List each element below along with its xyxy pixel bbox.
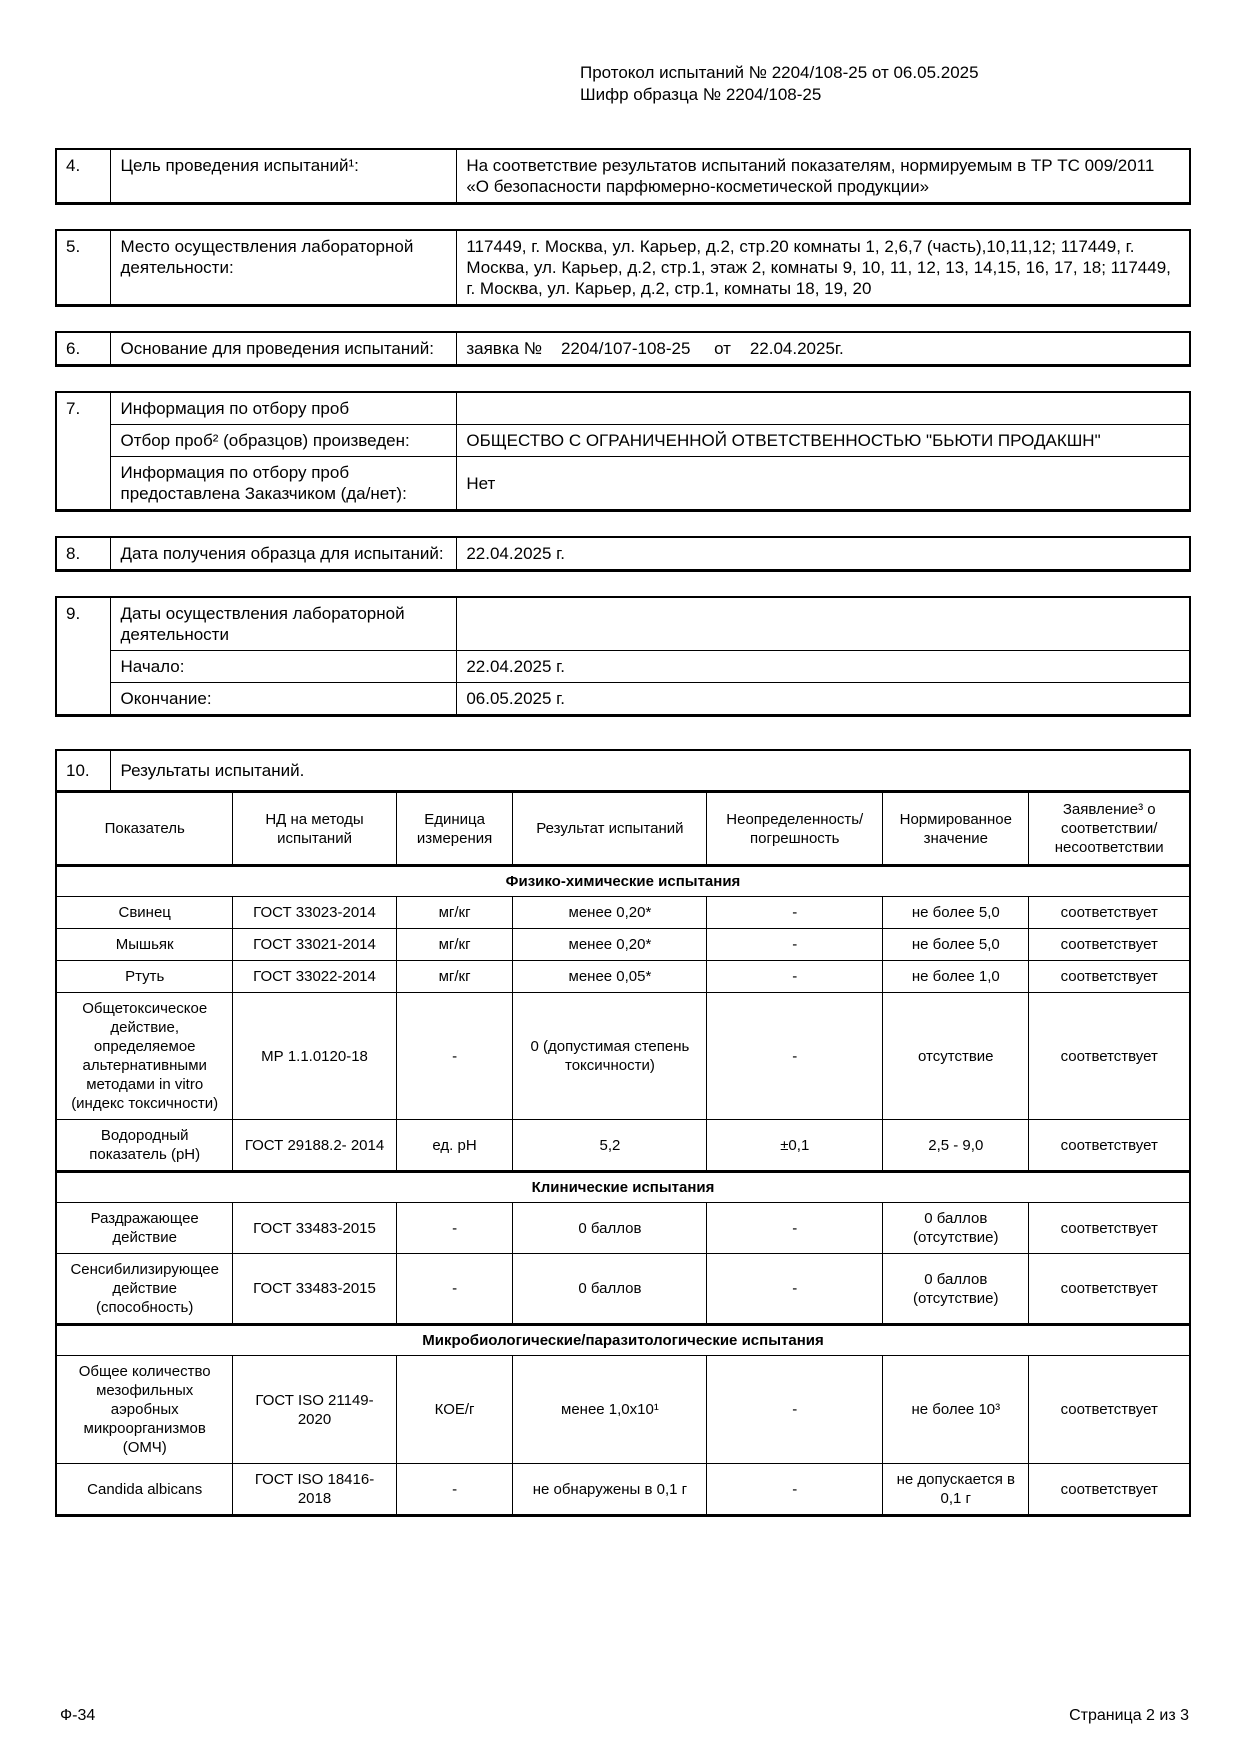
section-9-end-label: Окончание: [111, 683, 457, 716]
section-5-number: 5. [56, 230, 111, 306]
sample-code-line: Шифр образца № 2204/108-25 [580, 85, 822, 104]
result-cell: Свинец [56, 897, 233, 929]
section-10-title: Результаты испытаний. [111, 750, 1190, 791]
section-8-table [55, 536, 1191, 572]
result-cell: Сенсибилизирующее действие (способность) [56, 1254, 233, 1325]
result-cell: - [707, 1203, 883, 1254]
result-row [56, 1254, 1190, 1325]
section-4-number: 4. [56, 149, 111, 204]
result-row [56, 1120, 1190, 1172]
result-cell: 0 баллов [513, 1203, 707, 1254]
result-cell: ГОСТ 33021-2014 [233, 929, 396, 961]
table-row [56, 750, 1190, 791]
result-cell: - [707, 897, 883, 929]
result-cell: КОЕ/г [396, 1356, 513, 1464]
section-6-number: 6. [56, 332, 111, 366]
result-cell: 0 баллов (отсутствие) [883, 1203, 1029, 1254]
result-cell: менее 0,05* [513, 961, 707, 993]
document-header [580, 62, 1191, 106]
result-cell: - [396, 1254, 513, 1325]
section-5-label: Место осуществления лабораторной деятельности: [111, 230, 457, 306]
col-header-method: НД на методы испытаний [233, 792, 396, 866]
result-cell: мг/кг [396, 929, 513, 961]
section-9-number: 9. [56, 597, 111, 716]
col-header-uncertainty: Неопределенность/ погрешность [707, 792, 883, 866]
result-cell: Ртуть [56, 961, 233, 993]
result-cell: не более 5,0 [883, 897, 1029, 929]
result-cell: соответствует [1029, 897, 1190, 929]
result-cell: менее 0,20* [513, 929, 707, 961]
result-cell: не обнаружены в 0,1 г [513, 1464, 707, 1516]
test-group-row [56, 1325, 1190, 1356]
result-cell: мг/кг [396, 897, 513, 929]
result-cell: - [396, 993, 513, 1120]
test-group-row [56, 866, 1190, 897]
result-row [56, 897, 1190, 929]
result-cell: ГОСТ ISO 21149- 2020 [233, 1356, 396, 1464]
result-cell: 0 (допустимая степень токсичности) [513, 993, 707, 1120]
col-header-parameter: Показатель [56, 792, 233, 866]
table-row [56, 683, 1190, 716]
result-row [56, 993, 1190, 1120]
result-cell: - [707, 1464, 883, 1516]
result-cell: Водородный показатель (pH) [56, 1120, 233, 1172]
section-7-row2-value: ОБЩЕСТВО С ОГРАНИЧЕННОЙ ОТВЕТСТВЕННОСТЬЮ "БЬЮТИ ПРОДАКШН" [457, 425, 1190, 457]
result-cell: ±0,1 [707, 1120, 883, 1172]
section-7-row2-label: Отбор проб² (образцов) произведен: [111, 425, 457, 457]
result-cell: менее 1,0x10¹ [513, 1356, 707, 1464]
section-9-start-value: 22.04.2025 г. [457, 651, 1190, 683]
section-9-end-value: 06.05.2025 г. [457, 683, 1190, 716]
result-cell: - [396, 1203, 513, 1254]
col-header-unit: Единица измерения [396, 792, 513, 866]
result-cell: - [707, 1254, 883, 1325]
result-row [56, 929, 1190, 961]
section-6-value: заявка № 2204/107-108-25 от 22.04.2025г. [457, 332, 1190, 366]
result-cell: не более 5,0 [883, 929, 1029, 961]
col-header-conformity: Заявление³ о соответствии/ несоответствии [1029, 792, 1190, 866]
result-cell: соответствует [1029, 993, 1190, 1120]
section-9-title: Даты осуществления лабораторной деятельности [111, 597, 457, 651]
result-cell: 0 баллов [513, 1254, 707, 1325]
form-code: Ф-34 [60, 1707, 96, 1724]
result-cell: Общетоксическое действие, определяемое альтернативными методами in vitro (индекс токсичности) [56, 993, 233, 1120]
section-7-table [55, 391, 1191, 512]
section-9-title-value [457, 597, 1190, 651]
result-cell: ГОСТ 29188.2- 2014 [233, 1120, 396, 1172]
table-row [56, 457, 1190, 511]
page-number: Страница 2 из 3 [1069, 1707, 1189, 1724]
result-cell: ГОСТ 33023-2014 [233, 897, 396, 929]
result-cell: ГОСТ 33022-2014 [233, 961, 396, 993]
result-cell: Раздражающее действие [56, 1203, 233, 1254]
section-5-table [55, 229, 1191, 307]
test-group-header: Микробиологические/паразитологические испытания [56, 1325, 1190, 1356]
result-row [56, 1464, 1190, 1516]
table-row [56, 392, 1190, 425]
result-cell: мг/кг [396, 961, 513, 993]
table-row [56, 230, 1190, 306]
section-8-label: Дата получения образца для испытаний: [111, 537, 457, 571]
result-cell: ед. pH [396, 1120, 513, 1172]
table-row [56, 425, 1190, 457]
result-cell: ГОСТ 33483-2015 [233, 1203, 396, 1254]
section-8-value: 22.04.2025 г. [457, 537, 1190, 571]
section-10-title-table [55, 749, 1191, 791]
result-cell: отсутствие [883, 993, 1029, 1120]
section-7-row3-value: Нет [457, 457, 1190, 511]
result-cell: соответствует [1029, 1356, 1190, 1464]
result-cell: соответствует [1029, 1203, 1190, 1254]
test-group-row [56, 1172, 1190, 1203]
result-cell: не более 10³ [883, 1356, 1029, 1464]
section-7-row1-value [457, 392, 1190, 425]
col-header-norm: Нормированное значение [883, 792, 1029, 866]
section-4-value: На соответствие результатов испытаний показателям, нормируемым в ТР ТС 009/2011 «О безопасности парфюмерно-косметической продукции» [457, 149, 1190, 204]
test-group-header: Клинические испытания [56, 1172, 1190, 1203]
result-row [56, 1356, 1190, 1464]
section-9-table [55, 596, 1191, 717]
section-7-row3-label: Информация по отбору проб предоставлена Заказчиком (да/нет): [111, 457, 457, 511]
protocol-number-line: Протокол испытаний № 2204/108-25 от 06.05.2025 [580, 63, 979, 82]
result-cell: - [707, 993, 883, 1120]
test-group-header: Физико-химические испытания [56, 866, 1190, 897]
results-table [55, 791, 1191, 1517]
result-cell: Мышьяк [56, 929, 233, 961]
table-row [56, 597, 1190, 651]
result-cell: МР 1.1.0120-18 [233, 993, 396, 1120]
table-row [56, 149, 1190, 204]
result-cell: - [707, 929, 883, 961]
result-cell: соответствует [1029, 929, 1190, 961]
result-cell: не допускается в 0,1 г [883, 1464, 1029, 1516]
section-7-row1-label: Информация по отбору проб [111, 392, 457, 425]
section-8-number: 8. [56, 537, 111, 571]
result-cell: 0 баллов (отсутствие) [883, 1254, 1029, 1325]
result-row [56, 1203, 1190, 1254]
result-cell: соответствует [1029, 961, 1190, 993]
result-cell: - [707, 1356, 883, 1464]
result-cell: не более 1,0 [883, 961, 1029, 993]
result-cell: - [707, 961, 883, 993]
section-9-start-label: Начало: [111, 651, 457, 683]
result-cell: соответствует [1029, 1464, 1190, 1516]
result-cell: Candida albicans [56, 1464, 233, 1516]
result-cell: соответствует [1029, 1254, 1190, 1325]
result-cell: соответствует [1029, 1120, 1190, 1172]
col-header-result: Результат испытаний [513, 792, 707, 866]
result-cell: - [396, 1464, 513, 1516]
section-6-label: Основание для проведения испытаний: [111, 332, 457, 366]
table-row [56, 332, 1190, 366]
section-5-value: 117449, г. Москва, ул. Карьер, д.2, стр.20 комнаты 1, 2,6,7 (часть),10,11,12; 117449, г. Москва, ул. Карьер, д.2, стр.1, этаж 2, комнаты 9, 10, 11, 12, 13, 14,15, 16, 17, 18; 117449, г. Москва, ул. Карьер, д.2, стр.1, комнаты 18, 19, 20 [457, 230, 1190, 306]
section-10-number: 10. [56, 750, 111, 791]
result-cell: Общее количество мезофильных аэробных микроорганизмов (ОМЧ) [56, 1356, 233, 1464]
result-cell: ГОСТ ISO 18416- 2018 [233, 1464, 396, 1516]
table-row [56, 651, 1190, 683]
result-cell: менее 0,20* [513, 897, 707, 929]
section-4-label: Цель проведения испытаний¹: [111, 149, 457, 204]
section-4-table [55, 148, 1191, 205]
table-row [56, 537, 1190, 571]
document-footer [60, 1707, 1189, 1725]
result-row [56, 961, 1190, 993]
results-header-row [56, 792, 1190, 866]
section-7-number: 7. [56, 392, 111, 511]
section-6-table [55, 331, 1191, 367]
result-cell: 2,5 - 9,0 [883, 1120, 1029, 1172]
result-cell: 5,2 [513, 1120, 707, 1172]
result-cell: ГОСТ 33483-2015 [233, 1254, 396, 1325]
